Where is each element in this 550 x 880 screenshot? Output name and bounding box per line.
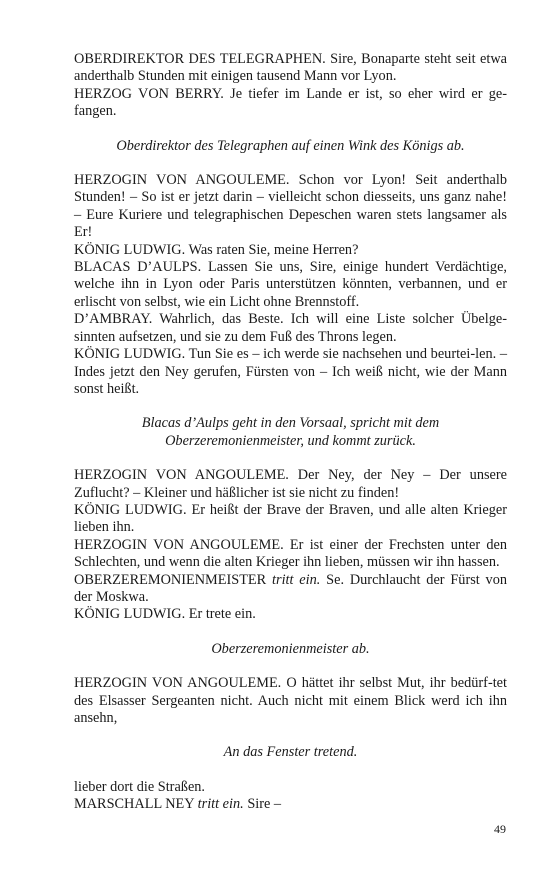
dialogue-line (74, 796, 507, 813)
stage-direction-line: Oberzeremonienmeister, und kommt zurück. (165, 432, 416, 449)
page-number: 49 (494, 822, 506, 836)
dialogue-line (74, 572, 507, 607)
speaker-name: MARSCHALL NEY (74, 796, 195, 813)
dialogue-line: HERZOGIN VON ANGOULEME. Der Ney, der Ney – Der unsere Zuflucht? – Kleiner und häßlicher ist sie nicht zu finden! (74, 467, 507, 501)
dialogue-line: D’AMBRAY. Wahrlich, das Beste. Ich will eine Liste solcher Übelge-sinnten aufsetzen, und sie zu dem Fuß des Throns legen. (74, 311, 507, 345)
stage-direction: Oberzeremonienmeister ab. (211, 640, 370, 657)
dialogue-line: BLACAS D’AULPS. Lassen Sie uns, Sire, einige hundert Verdächtige, welche ihn in Lyon oder Paris unterstützen könnten, verbannen, und er erlischt von selbst, wie ein Licht ohne Brennstoff. (74, 259, 507, 310)
stage-direction-line: Blacas d’Aulps geht in den Vorsaal, spricht mit dem (141, 415, 440, 432)
stage-direction: Oberdirektor des Telegraphen auf einen Wink des Königs ab. (116, 137, 465, 154)
inline-stage-direction: tritt ein. (272, 571, 321, 588)
speaker-name: OBERZEREMONIENMEISTER (74, 571, 267, 588)
dialogue-line: KÖNIG LUDWIG. Was raten Sie, meine Herren? (74, 241, 359, 258)
dialogue-text: Se. Durchlaucht der Fürst von der Moskwa. (74, 571, 508, 605)
dialogue-line: HERZOGIN VON ANGOULEME. O hättet ihr selbst Mut, ihr bedürf-tet des Elsasser Sergeanten nicht. Auch nicht mit einem Blick werd ich ihn ansehn, (74, 675, 507, 726)
dialogue-text: Sire – (247, 796, 282, 813)
dialogue-line: HERZOG VON BERRY. Je tiefer im Lande er ist, so eher wird er ge-fangen. (74, 85, 507, 120)
dialogue-line: lieber dort die Straßen. (74, 778, 206, 795)
dialogue-line: OBERDIREKTOR DES TELEGRAPHEN. Sire, Bonaparte steht seit etwa anderthalb Stunden mit einigen tausend Mann vor Lyon. (74, 51, 507, 85)
stage-direction (74, 415, 507, 450)
stage-direction: An das Fenster tretend. (223, 744, 358, 761)
dialogue-line: HERZOGIN VON ANGOULEME. Schon vor Lyon! Seit anderthalb Stunden! – So ist er jetzt darin – vielleicht schon diesseits, uns ganz nahe! – Eure Kuriere und telegraphischen Depeschen waren stets langsamer als Er! (74, 172, 507, 241)
dialogue-line: HERZOGIN VON ANGOULEME. Er ist einer der Frechsten unter den Schlechten, und wenn die alten Krieger ihn lieben, müssen wir ihn hassen. (74, 536, 507, 571)
play-text (74, 51, 507, 814)
dialogue-line: KÖNIG LUDWIG. Er trete ein. (74, 606, 256, 623)
dialogue-line: KÖNIG LUDWIG. Tun Sie es – ich werde sie nachsehen und beurtei-len. – Indes jetzt den Ney gerufen, Fürsten von – Ich weiß nicht, wie der Mann sonst heißt. (74, 346, 507, 397)
inline-stage-direction: tritt ein. (197, 796, 244, 813)
dialogue-line: KÖNIG LUDWIG. Er heißt der Brave der Braven, und alle alten Krieger lieben ihn. (74, 501, 507, 536)
